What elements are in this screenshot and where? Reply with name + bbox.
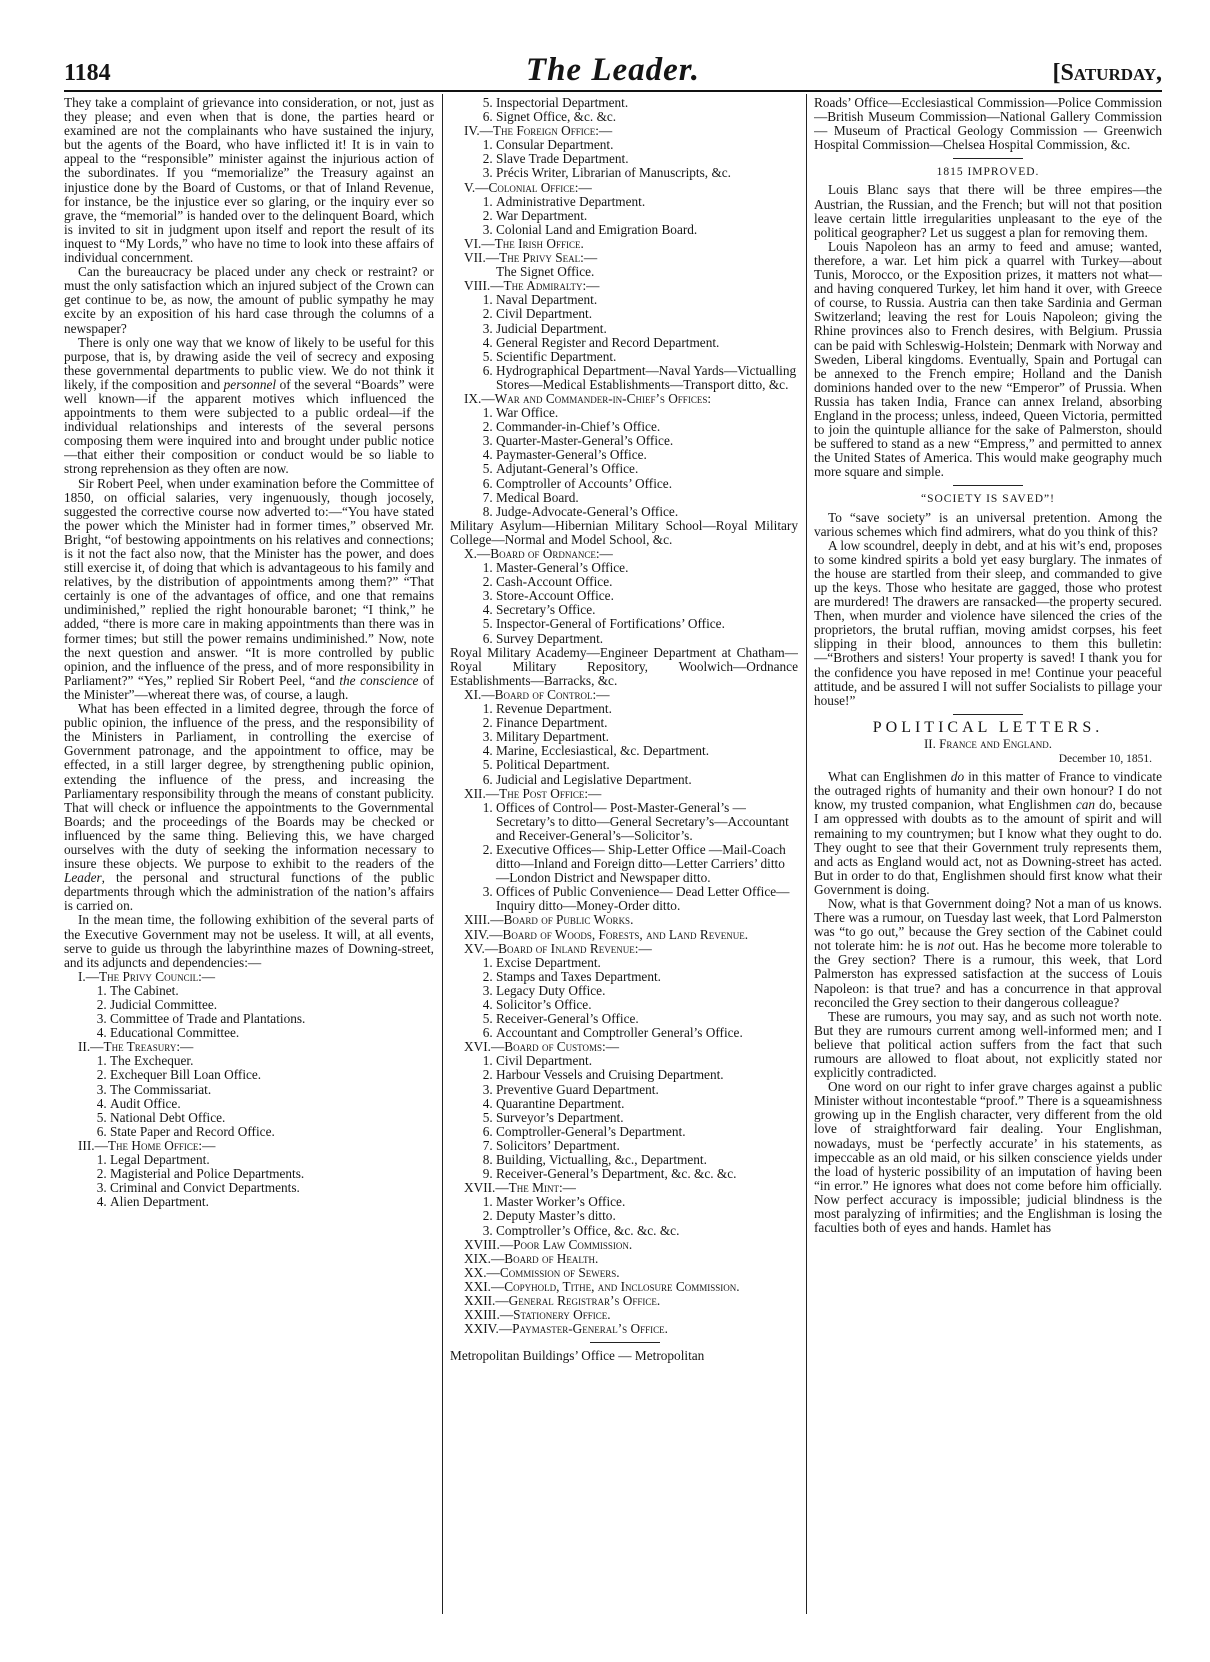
list-item: 1. Consular Department. [496, 138, 798, 152]
department-treasury [64, 1040, 434, 1139]
department-title: XIX.—Board of Health. [464, 1250, 599, 1266]
department-title: XXIV.—Paymaster-General’s Office. [464, 1321, 668, 1337]
department-title: XI.—Board of Control:— [464, 686, 610, 702]
list-item: 3. Legacy Duty Office. [496, 984, 798, 998]
department-privy-council [64, 970, 434, 1040]
department-title: XVII.—The Mint:— [464, 1180, 576, 1196]
department-title: XVI.—Board of Customs:— [464, 1039, 619, 1055]
list-item: 4. Solicitor’s Office. [496, 998, 798, 1012]
list-item: 3. Preventive Guard Department. [496, 1083, 798, 1097]
department-title: IV.—The Foreign Office:— [464, 123, 613, 139]
list-item: 6. Accountant and Comptroller General’s Office. [496, 1026, 798, 1040]
department-inland-revenue [450, 942, 798, 1041]
list-item: 4. Marine, Ecclesiastical, &c. Department. [496, 744, 798, 758]
list-item: 3. Criminal and Convict Departments. [110, 1181, 434, 1195]
column-divider [442, 94, 443, 1614]
list-item: 3. Offices of Public Convenience— Dead Letter Office—Inquiry ditto—Money-Order ditto. [496, 885, 798, 913]
list-item: 1. Legal Department. [110, 1153, 434, 1167]
list-item: 1. Revenue Department. [496, 702, 798, 716]
list-item: 2. Commander-in-Chief’s Office. [496, 420, 798, 434]
list-item: 2. Finance Department. [496, 716, 798, 730]
paragraph: Louis Napoleon has an army to feed and amuse; wanted, therefore, a war. Let him pick a quarrel with Turkey—about Tunis, Morocco, or the Exposition prizes, it matters not what—and having conquered Turkey, let him hand it over, with Greece of course, to Russia. Austria can then take Sardinia and German Switzerland; leaving the rest for Louis Napoleon; giving the Rhine provinces also to French desires, with Belgium. Prussia can be paid with Schleswig-Holstein; Denmark with Norway and Sweden, Liberal kingdoms. Eventually, Spain and Portugal can be annexed to the French empire; Holland and the Danish dominions handed over to the new “Emperor” of Prussia. When Russia has taken India, France can annex Ireland, absorbing England in the process; unless, indeed, Queen Victoria, permitted to join the quintuple alliance for the sake of Palmerston, should be suffered to stand as a new “Empress,” and permitted to annex the United States of America. This would make geography much more square and simple. [814, 238, 1162, 480]
column-1 [64, 96, 434, 1616]
list-item: 1. The Cabinet. [110, 984, 434, 998]
column-2 [450, 96, 798, 1616]
paragraph: To “save society” is an universal pretention. Among the various schemes which find admirers, what do you think of this? [814, 509, 1162, 539]
list-item: 6. Hydrographical Department—Naval Yards—Victualling Stores—Medical Establishments—Transport ditto, &c. [496, 364, 798, 392]
department-title: IX.—War and Commander-in-Chief’s Offices: [464, 390, 712, 406]
list-item: 2. Exchequer Bill Loan Office. [110, 1068, 434, 1082]
list-item: 1. Administrative Department. [496, 195, 798, 209]
department-title: VIII.—The Admiralty:— [464, 278, 600, 294]
list-item: 9. Receiver-General’s Department, &c. &c. &c. [496, 1167, 798, 1181]
separator-rule [953, 714, 1023, 715]
paragraph: Louis Blanc says that there will be three empires—the Austrian, the Russian, and the French; but will not that position leave certain little irregularities unpleasant to the eye of the political geographer? Let us suggest a plan for removing them. [814, 182, 1162, 240]
department-title: XII.—The Post Office:— [464, 785, 602, 801]
section-subheading: II. France and England. [923, 735, 1053, 751]
list-item: 6. State Paper and Record Office. [110, 1125, 434, 1139]
list-item: 6. Comptroller-General’s Department. [496, 1125, 798, 1139]
continued-text: Roads’ Office—Ecclesiastical Commission—Police Commission—British Museum Commission—National Gallery Commission — Museum of Practical Geology Commission — Greenwich Hospital Commission—Chelsea Hospital Commission, &c. [814, 96, 1162, 153]
department-customs [450, 1040, 798, 1181]
paragraph: Sir Robert Peel, when under examination before the Committee of 1850, on official salaries, very ingenuously, though jocosely, suggested the corrective course now adverted to:—“You have stated the power which the Minister had in former times,” observed Mr. Bright, “of bestowing appointments on his relatives and connections; is it not the fact also now, that the Minister has the power, and does still exercise it, of doing that which is advantageous to his family and relatives, by the distribution of appointments among them?” “That certainly is one of the advantages of office, and one that remains undiminished,” replied the right honourable baronet; “I think,” he added, “there is more care in making appointments than there was in former times; but still the power remains undiminished.” Now, note the next question and answer. “It is more controlled by public opinion, and the influence of the press, and of more responsibility in Parliament?” “Yes,” replied Sir Robert Peel, “and the conscience of the Minister”—whereat there was, of course, a laugh. [64, 475, 434, 702]
department-mint [450, 1181, 798, 1237]
list-item: 8. Judge-Advocate-General’s Office. [496, 505, 798, 519]
department-foreign-office [450, 124, 798, 180]
list-item: 5. National Debt Office. [110, 1111, 434, 1125]
department-title: VII.—The Privy Seal:— [464, 250, 598, 266]
department-title: X.—Board of Ordnance:— [464, 546, 613, 561]
list-item: 4. Audit Office. [110, 1097, 434, 1111]
department-post-office [450, 787, 798, 914]
list-item: 6. Comptroller of Accounts’ Office. [496, 477, 798, 491]
paragraph: In the mean time, the following exhibition of the several parts of the Executive Government may not be useless. It will, at all events, serve to guide us through the labyrinthine mazes of Downing-street, and its adjuncts and dependencies:— [64, 912, 434, 970]
list-item: 4. Paymaster-General’s Office. [496, 448, 798, 462]
list-item: 2. War Department. [496, 209, 798, 223]
department-title: XV.—Board of Inland Revenue:— [464, 940, 652, 956]
paragraph: A low scoundrel, deeply in debt, and at his wit’s end, proposes to some kindred spirits a bold yet easy burglary. The inmates of the house are startled from their sleep, and commanded to give up the keys. Those who hesitate are gagged, those who protest are murdered! The drawers are ransacked—the property secured. Then, when murder and violence have silenced the cries of the proprietors, the brutal ruffian, moving amidst corpses, his feet slipping in their blood, announces to them this bulletin:—“Brothers and sisters! Your property is saved! I thank you for the confidence you have reposed in me! Continue your peaceful attitude, and be assured I will not suffer Socialists to pillage your house!” [814, 537, 1162, 708]
list-item: 2. Executive Offices— Ship-Letter Office —Mail-Coach ditto—Inland and Foreign ditto—Letter Carriers’ ditto—London District and Newspaper ditto. [496, 843, 798, 885]
continued-text: Metropolitan Buildings’ Office — Metropolitan [450, 1348, 705, 1364]
separator-rule [953, 158, 1023, 159]
department-board-of-control [450, 688, 798, 787]
page-number: 1184 [64, 60, 111, 86]
issue-day: [Saturday, [1052, 60, 1162, 86]
newspaper-title: The Leader. [525, 52, 701, 88]
masthead [64, 52, 1162, 100]
list-item: 7. Medical Board. [496, 491, 798, 505]
list-item: 3. Store-Account Office. [496, 589, 798, 603]
header-rule [64, 90, 1162, 92]
list-item: 6. Signet Office, &c. &c. [496, 110, 798, 124]
department-home-office-continued [450, 96, 798, 124]
list-item: 2. Civil Department. [496, 307, 798, 321]
department-title: XIII.—Board of Public Works. [464, 912, 634, 928]
department-note: Royal Military Academy—Engineer Department at Chatham—Royal Military Repository, Woolwich—Ordnance Establishments—Barracks, &c. [450, 644, 798, 688]
department-colonial-office [450, 181, 798, 237]
section-heading: 1815 IMPROVED. [936, 166, 1040, 179]
list-item: 1. Excise Department. [496, 956, 798, 970]
list-item: 5. Surveyor’s Department. [496, 1111, 798, 1125]
list-item: 5. Adjutant-General’s Office. [496, 462, 798, 476]
section-heading: “SOCIETY IS SAVED”! [921, 493, 1055, 506]
list-item: 5. Inspector-General of Fortifications’ Office. [496, 617, 798, 631]
department-title: V.—Colonial Office:— [464, 179, 592, 195]
department-war-offices [450, 392, 798, 547]
list-item: 4. Quarantine Department. [496, 1097, 798, 1111]
column-3 [814, 96, 1162, 1616]
list-item: 1. Offices of Control— Post-Master-General’s — Secretary’s to ditto—General Secretary’s—Accountant and Receiver-General’s—Solicitor’s. [496, 801, 798, 843]
paragraph: What has been effected in a limited degree, through the force of public opinion, the influence of the press, and the responsibility of the Ministers in Parliament, in controlling the exercise of Government patronage, and the appointment to office, may be effected, in a still larger degree, by strengthening public opinion, extending the influence of the press, and increasing the Parliamentary responsibility through the means of constant publicity. That will check or influence the appointments to the Governmental Boards; and the proceedings of the Boards may be checked or influenced by the same thing. Believing this, we have charged ourselves with the duty of seeking the information necessary to insure these objects. We purpose to exhibit to the readers of the Leader, the personal and structural functions of the public departments through which the administration of the nation’s affairs is carried on. [64, 701, 434, 914]
column-divider [806, 94, 807, 1614]
list-item: 2. Magisterial and Police Departments. [110, 1167, 434, 1181]
department-ordnance [450, 547, 798, 688]
list-item: 6. Survey Department. [496, 632, 798, 646]
list-item: 5. Inspectorial Department. [496, 96, 798, 110]
list-item: 8. Building, Victualling, &c., Department. [496, 1153, 798, 1167]
list-item: 2. Judicial Committee. [110, 998, 434, 1012]
list-item: 5. Political Department. [496, 758, 798, 772]
list-item: 3. Comptroller’s Office, &c. &c. &c. [496, 1224, 798, 1238]
list-item: 3. Judicial Department. [496, 322, 798, 336]
list-item: 2. Stamps and Taxes Department. [496, 970, 798, 984]
department-title: XXII.—General Registrar’s Office. [464, 1292, 661, 1308]
list-item: 3. Committee of Trade and Plantations. [110, 1012, 434, 1026]
department-title: XIV.—Board of Woods, Forests, and Land Revenue. [464, 926, 749, 942]
list-item: 1. Master Worker’s Office. [496, 1195, 798, 1209]
list-item: 1. War Office. [496, 406, 798, 420]
paragraph: What can Englishmen do in this matter of France to vindicate the outraged rights of humanity and their own honour? I do not know, my trusted companion, what Englishmen can do, because I am oppressed with doubts as to the amount of spirit and will remaining to my countrymen; but I know what they ought to do. They ought to see that their Government truly represents them, and acts as England would act, not as Downing-street has acted. But in order to do that, Englishmen should first know what their Government is doing. [814, 769, 1162, 897]
list-item: 6. Judicial and Legislative Department. [496, 773, 798, 787]
list-item: 1. The Exchequer. [110, 1054, 434, 1068]
list-item: 4. General Register and Record Department. [496, 336, 798, 350]
list-item: 3. Military Department. [496, 730, 798, 744]
list-item: 4. Educational Committee. [110, 1026, 434, 1040]
paragraph: Now, what is that Government doing? Not a man of us knows. There was a rumour, on Tuesday last week, that Lord Palmerston was “to go out,” because the Grey section of the Cabinet could not tolerate him: he is not out. Has he become more tolerable to the Grey section? There is a rumour, this week, that Lord Palmerston has expressed satisfaction at the success of Louis Napoleon: is that true? and has a concurrence in that approval reconciled the Grey section to their dangerous colleague? [814, 895, 1162, 1010]
list-item: 4. Alien Department. [110, 1195, 434, 1209]
list-item: 2. Slave Trade Department. [496, 152, 798, 166]
paragraph: Can the bureaucracy be placed under any check or restraint? or must the only satisfaction which an injured subject of the Crown can get continue to be, as now, the amount of public sympathy he may excite by an exposition of his hard case through the columns of a newspaper? [64, 264, 434, 336]
paragraph: These are rumours, you may say, and as such not worth note. But they are rumours current among well-informed men; and I believe that political action suffers from the fact that such rumours are allowed to float about, not explicitly stated nor explicitly contradicted. [814, 1008, 1162, 1081]
dateline: December 10, 1851. [1058, 753, 1152, 766]
department-admiralty [450, 279, 798, 392]
department-title: XXIII.—Stationery Office. [464, 1307, 611, 1323]
department-title: VI.—The Irish Office. [464, 235, 584, 251]
department-note: Military Asylum—Hibernian Military School—Royal Military College—Normal and Model School, &c. [450, 517, 798, 547]
department-title: XXI.—Copyhold, Tithe, and Inclosure Commission. [464, 1278, 740, 1294]
list-item: 2. Harbour Vessels and Cruising Department. [496, 1068, 798, 1082]
department-title: XVIII.—Poor Law Commission. [464, 1236, 633, 1252]
department-title: II.—The Treasury:— [78, 1039, 194, 1055]
list-item: 1. Master-General’s Office. [496, 561, 798, 575]
separator-rule [953, 485, 1023, 486]
list-item: 3. Quarter-Master-General’s Office. [496, 434, 798, 448]
list-item: 5. Scientific Department. [496, 350, 798, 364]
list-item: 1. Naval Department. [496, 293, 798, 307]
list-item: 7. Solicitors’ Department. [496, 1139, 798, 1153]
department-privy-seal [450, 251, 798, 279]
separator-rule [590, 1342, 660, 1343]
department-home-office [64, 1139, 434, 1209]
list-item: The Signet Office. [496, 264, 595, 280]
list-item: 2. Cash-Account Office. [496, 575, 798, 589]
department-title: I.—The Privy Council:— [78, 968, 216, 984]
department-title: III.—The Home Office:— [78, 1137, 216, 1153]
paragraph: One word on our right to infer grave charges against a public Minister without incontestable “proof.” There is a squeamishness growing up in the English character, very different from the old love of straightforward fair dealing. Your Englishman, nowadays, must be ‘perfectly accurate’ in his statements, as impeccable as an old maid, or his silken conscience yields under the load of hysteric possibility of an imputation of having been “in error.” He ignores what does not come before him officially. Now perfect accuracy is impossible; judicial blindness is the most paralyzing of infirmities; and the Englishman is losing the faculties both of eyes and hands. Hamlet has [814, 1079, 1162, 1236]
list-item: 2. Deputy Master’s ditto. [496, 1209, 798, 1223]
list-item: 5. Receiver-General’s Office. [496, 1012, 798, 1026]
paragraph: There is only one way that we know of likely to be useful for this purpose, that is, by drawing aside the veil of secrecy and exposing these governmental departments to public view. We do not think it likely, if the composition and personnel of the several “Boards” were well known—if the apparent motives which influenced the appointments to them were subjected to a public ordeal—if the individual relationships and interests of the several persons composing them were inquired into and brought under public notice—that either their composition or conduct would be so liable to strong reprehension as they often are now. [64, 334, 434, 477]
list-item: 4. Secretary’s Office. [496, 603, 798, 617]
list-item: 3. Précis Writer, Librarian of Manuscripts, &c. [496, 166, 798, 180]
list-item: 3. The Commissariat. [110, 1083, 434, 1097]
list-item: 1. Civil Department. [496, 1054, 798, 1068]
list-item: 3. Colonial Land and Emigration Board. [496, 223, 798, 237]
department-title: XX.—Commission of Sewers. [464, 1264, 620, 1280]
section-heading: POLITICAL LETTERS. [872, 718, 1104, 736]
paragraph: They take a complaint of grievance into consideration, or not, just as they please; and even when that is done, the parties heard or examined are not the complainants who have sustained the injury, but the agents of the Board, who have inflicted it! It is in vain to appeal to the “responsible” minister against the injurious action of the subordinates. If you “memorialize” the Treasury against an injustice done by the Board of Customs, or that of Inland Revenue, for instance, be the injustice ever so glaring, or the inquiry ever so grave, the “memorial” is handed over to the delinquent Board, which is invited to sit in judgment upon itself and report the result of its inquest to “My Lords,” who have no time to look into these affairs of individual concernment. [64, 96, 434, 266]
